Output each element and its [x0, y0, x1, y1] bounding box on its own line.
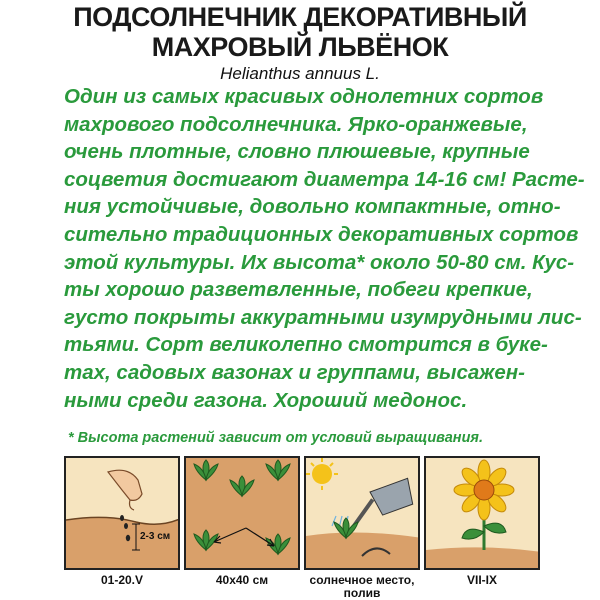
- spacing-illustration: [184, 456, 300, 570]
- footnote: * Высота растений зависит от условий выращивания.: [68, 430, 483, 446]
- description-text: [64, 83, 585, 414]
- description-line: тах, садовых вазонах и группами, высажен-: [64, 360, 525, 384]
- description-line: Один из самых красивых однолетних сортов: [64, 85, 544, 108]
- spacing-caption: 40x40 см: [215, 573, 269, 587]
- care-illustration: [304, 456, 420, 570]
- care-caption-line: полив: [343, 586, 381, 600]
- description-line: соцветия достигают диаметра 14-16 см! Расте-: [64, 167, 585, 191]
- description-line: этой культуры. Их высота* около 50-80 см. Кус-: [64, 250, 575, 274]
- sowing-illustration: [64, 456, 180, 570]
- description-line: очень плотные, словно плюшевые, крупные: [64, 140, 530, 164]
- description-line: махрового подсолнечника. Ярко-оранжевые,: [64, 112, 528, 136]
- bloom-illustration: [424, 456, 540, 570]
- description-line: густо покрыты аккуратными изумрудными лис-: [64, 305, 582, 329]
- latin-name: Helianthus annuus L.: [220, 64, 380, 83]
- description-line: ными среди газона. Хороший медонос.: [64, 388, 468, 412]
- bloom-period-caption: VII-IX: [466, 573, 497, 587]
- title-line-2: МАХРОВЫЙ ЛЬВЁНОК: [151, 32, 449, 62]
- description-line: ты хорошо разветвленные, побеги крепкие,: [64, 278, 533, 302]
- care-caption-line: солнечное место,: [309, 573, 415, 587]
- description-line: ния устойчивые, довольно компактные, отно-: [64, 195, 561, 219]
- depth-label: 2-3 см: [140, 531, 171, 542]
- description-line: тьями. Сорт великолепно смотрится в буке-: [64, 333, 548, 357]
- title-line-1: ПОДСОЛНЕЧНИК ДЕКОРАТИВНЫЙ: [73, 2, 527, 32]
- care-caption: [292, 574, 432, 600]
- sowing-date-caption: 01-20.V: [100, 573, 144, 587]
- description-line: сительно традиционных декоративных сортов: [64, 222, 579, 246]
